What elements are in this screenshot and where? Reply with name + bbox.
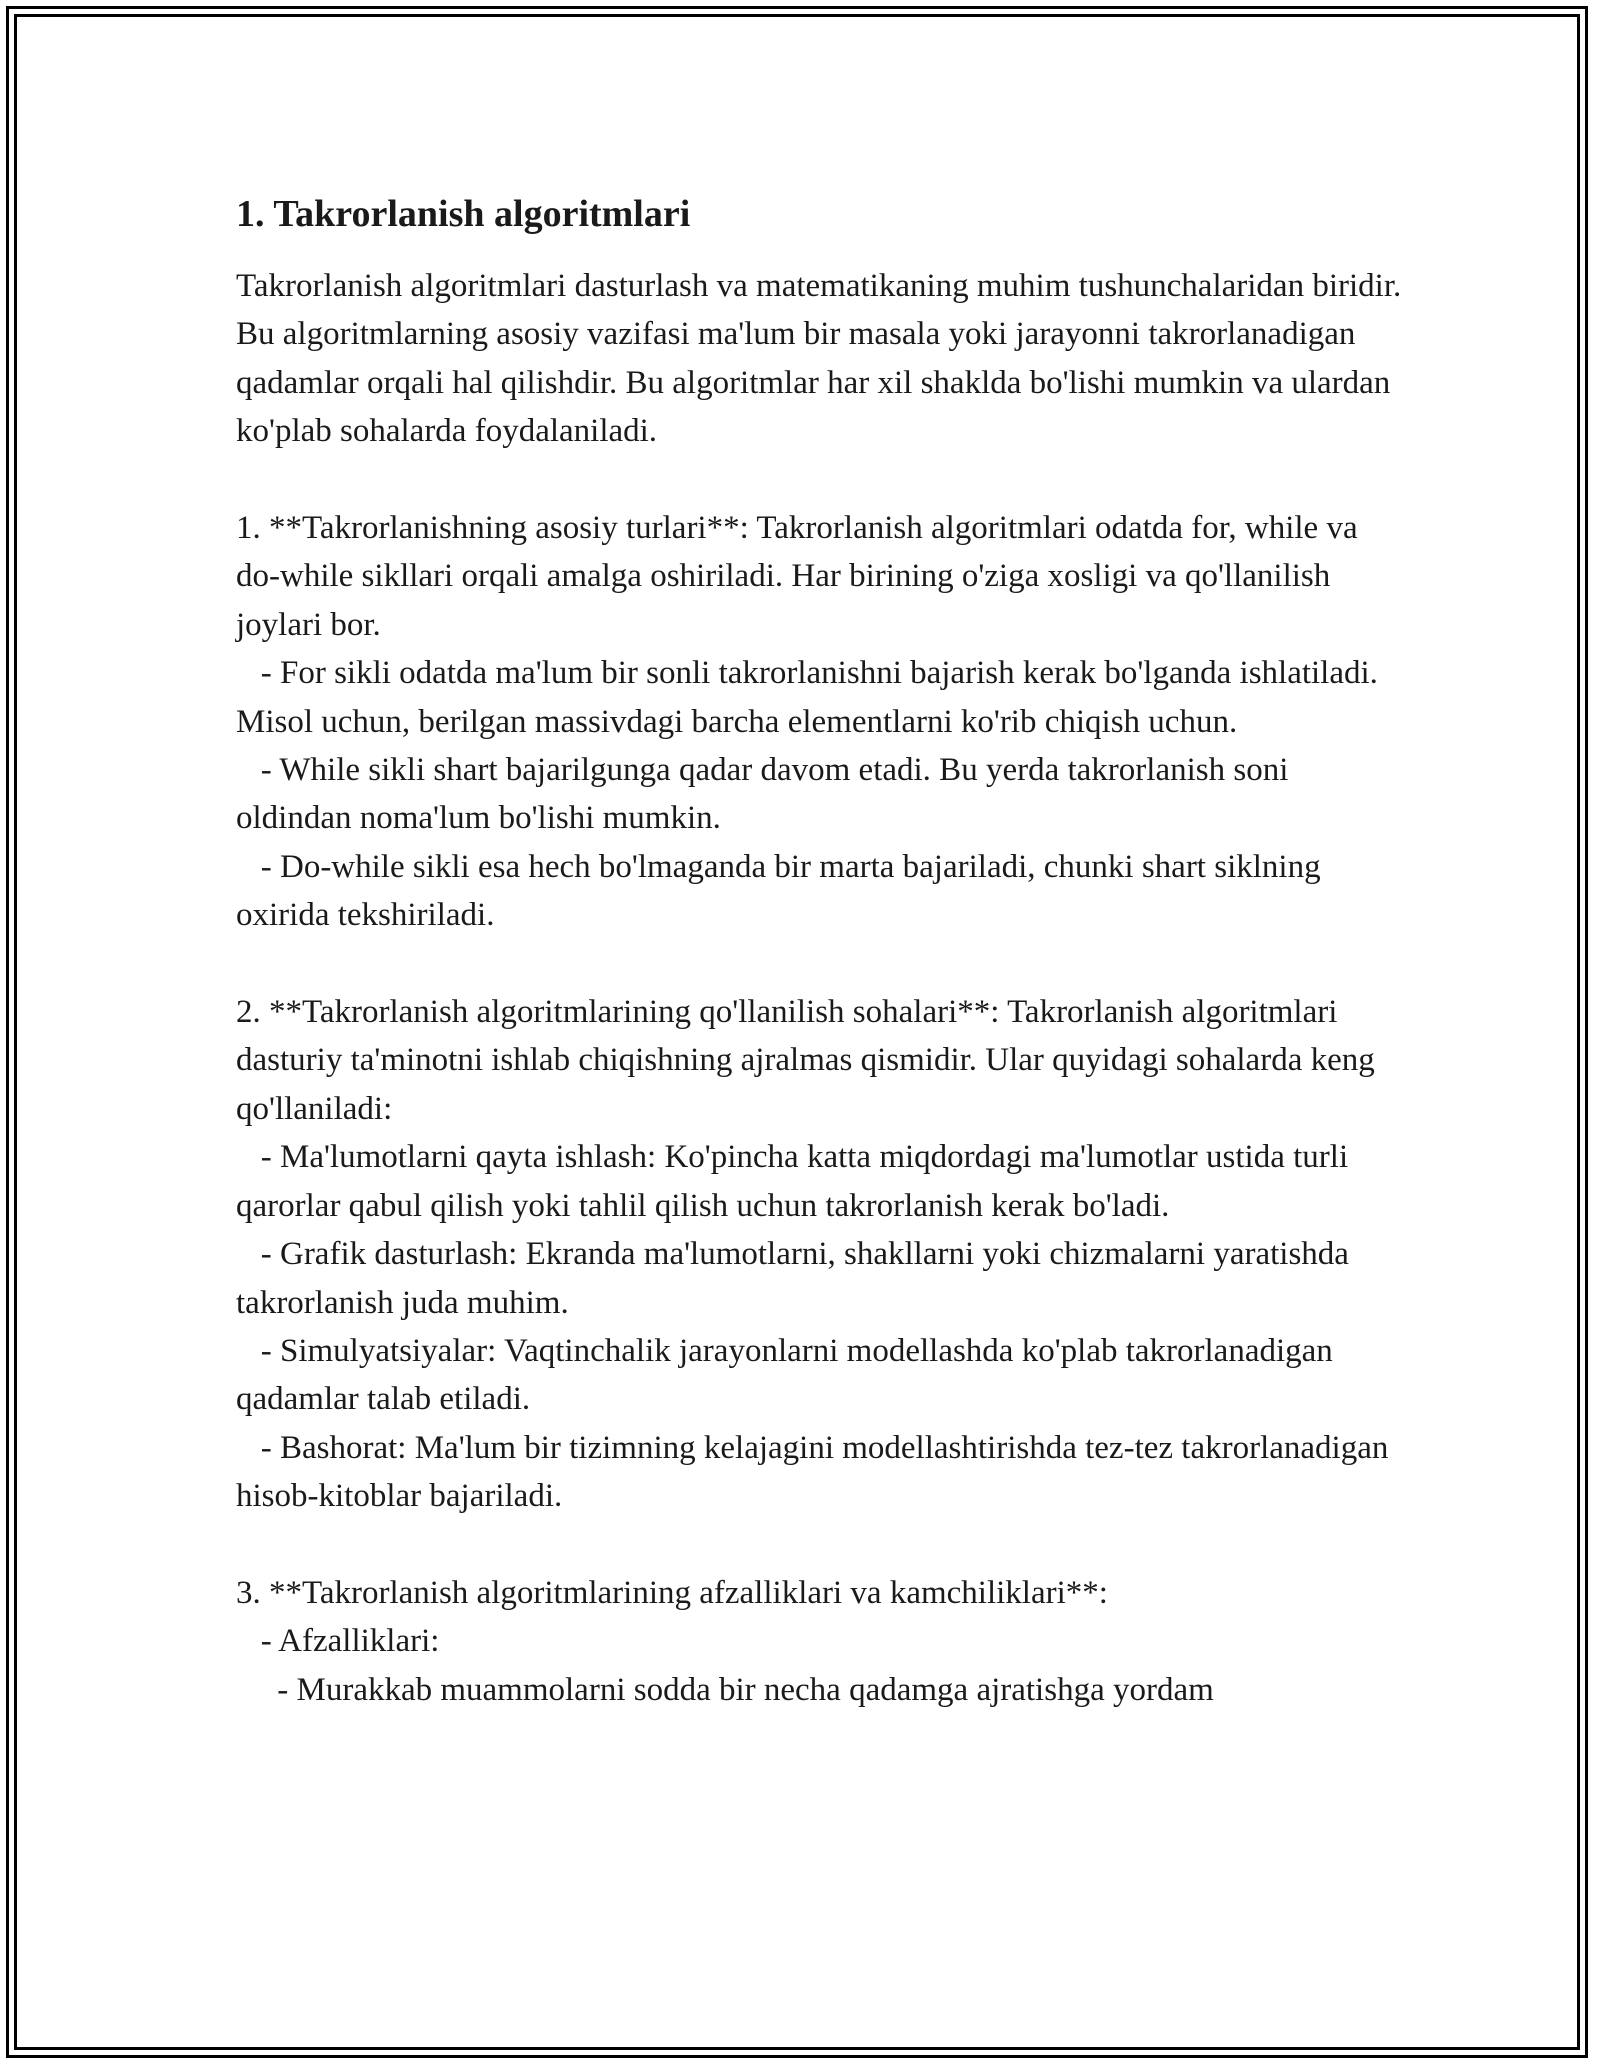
section2-item-graphics: - Grafik dasturlash: Ekranda ma'lumotlarni, shakllarni yoki chizmalarni yaratishda takrorlanish juda muhim. (236, 1236, 1358, 1321)
section2-item-data: - Ma'lumotlarni qayta ishlash: Ko'pincha katta miqdordagi ma'lumotlar ustida turli qarorlar qabul qilish yoki tahlil qilish uchun takrorlanish kerak bo'ladi. (236, 1139, 1357, 1224)
section1-item-while: - While sikli shart bajarilgunga qadar davom etadi. Bu yerda takrorlanish soni oldindan noma'lum bo'lishi mumkin. (236, 752, 1297, 837)
section1-item-for: - For sikli odatda ma'lum bir sonli takrorlanishni bajarish kerak bo'lganda ishlatiladi. Misol uchun, berilgan massivdagi barcha elementlarni ko'rib chiqish uchun. (236, 655, 1387, 740)
document-body (236, 186, 1410, 1714)
section3-sub-advantages: - Afzalliklari: (236, 1623, 440, 1660)
section3-lead: 3. **Takrorlanish algoritmlarining afzalliklari va kamchiliklari**: (236, 1574, 1108, 1611)
intro-paragraph: Takrorlanish algoritmlari dasturlash va matematikaning muhim tushunchalaridan biridir. Bu algoritmlarning asosiy vazifasi ma'lum bir masala yoki jarayonni takrorlanadigan qadamlar orqali hal qilishdir. Bu algoritmlar har xil shaklda bo'lishi mumkin va ulardan ko'plab sohalarda foydalaniladi. (236, 268, 1410, 450)
document-heading: 1. Takrorlanish algoritmlari (236, 193, 691, 235)
section2-lead: 2. **Takrorlanish algoritmlarining qo'llanilish sohalari**: Takrorlanish algoritmlari dasturiy ta'minotni ishlab chiqishning ajralmas qismidir. Ular quyidagi sohalarda keng qo'llaniladi: (236, 994, 1383, 1127)
section3-item-1: - Murakkab muammolarni sodda bir necha qadamga ajratishga yordam (236, 1671, 1214, 1708)
section1-item-do-while: - Do-while sikli esa hech bo'lmaganda bir marta bajariladi, chunki shart siklning oxirida tekshiriladi. (236, 848, 1329, 934)
paragraph-gap (236, 1521, 1406, 1569)
paragraph-gap (236, 456, 1406, 504)
section2-item-forecast: - Bashorat: Ma'lum bir tizimning kelajagini modellashtirishda tez-tez takrorlanadigan hisob-kitoblar bajariladi. (236, 1429, 1397, 1515)
section2-item-simulations: - Simulyatsiyalar: Vaqtinchalik jarayonlarni modellashda ko'plab takrorlanadigan qadamlar talab etiladi. (236, 1332, 1342, 1418)
section1-lead: 1. **Takrorlanishning asosiy turlari**: Takrorlanish algoritmlari odatda for, while va do-while sikllari orqali amalga oshiriladi. Har birining o'ziga xosligi va qo'llanilish joylari bor. (236, 510, 1366, 643)
paragraph-gap (236, 940, 1406, 988)
